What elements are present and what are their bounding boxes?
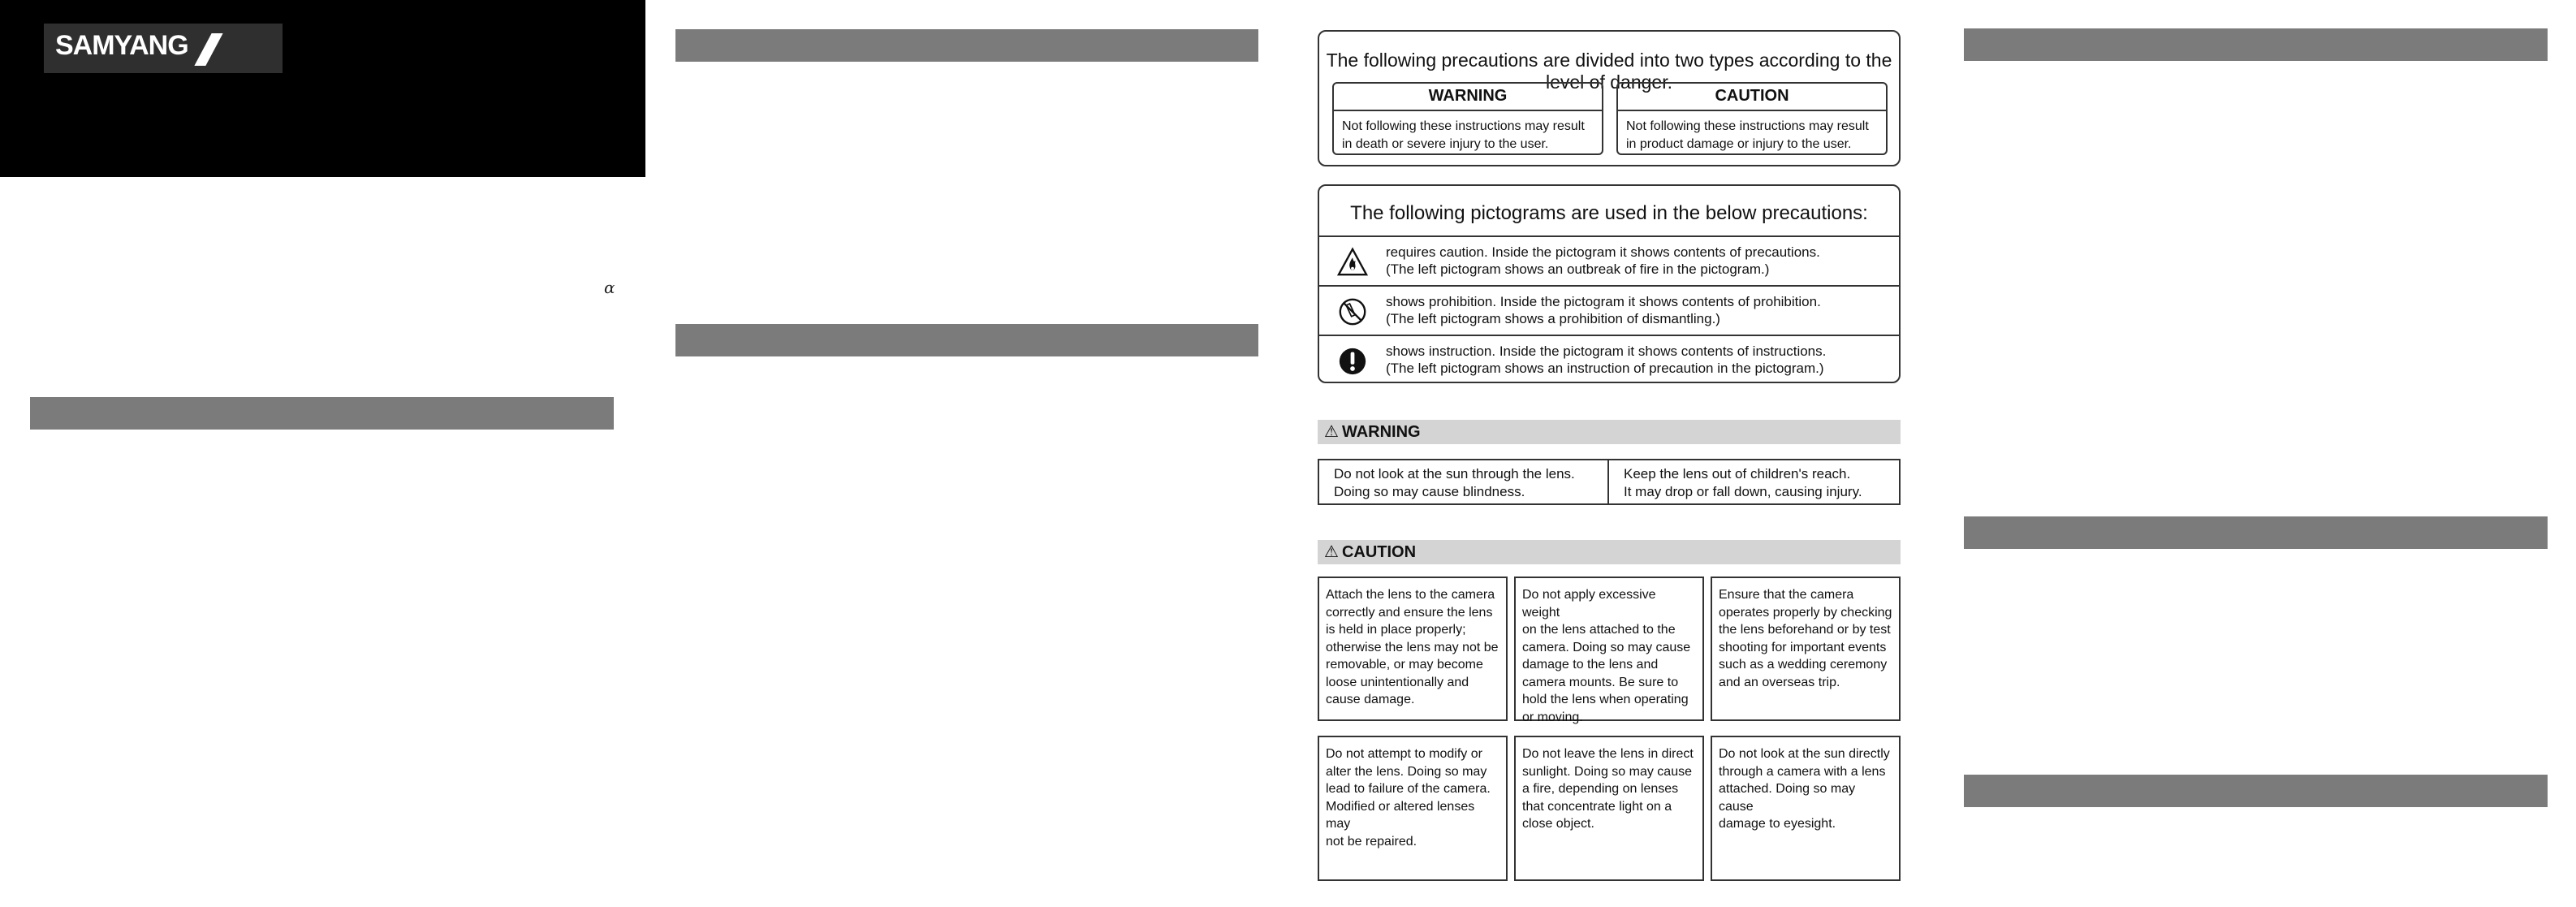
caution-line: Do not leave the lens in direct <box>1522 747 1694 761</box>
caution-line: Do not attempt to modify or <box>1326 747 1482 761</box>
pictograms-title: The following pictograms are used in the below precautions: <box>1350 202 1868 224</box>
warning-table <box>1318 459 1901 505</box>
caution-line: operates properly by checking <box>1719 605 1892 620</box>
caution-triangle-icon: ⚠ <box>1324 543 1339 561</box>
caution-line: Modified or altered lenses may <box>1326 799 1475 831</box>
section-heading-bar <box>675 29 1258 62</box>
section-heading-bar <box>1964 516 2548 549</box>
caution-line: is held in place properly; <box>1326 623 1466 637</box>
section-heading-bar <box>1964 28 2548 61</box>
danger-levels-box <box>1318 30 1901 166</box>
caution-section-heading <box>1318 540 1901 564</box>
caution-item <box>1711 577 1901 721</box>
caution-line: a fire, depending on lenses <box>1522 782 1679 796</box>
warning-item <box>1609 460 1899 503</box>
warning-section-heading <box>1318 420 1901 444</box>
caution-line: camera. Doing so may cause <box>1522 640 1691 654</box>
caution-line: on the lens attached to the <box>1522 623 1676 637</box>
caution-line: hold the lens when operating <box>1522 693 1689 706</box>
warning-heading-label: WARNING <box>1341 423 1421 441</box>
caution-line: that concentrate light on a <box>1522 799 1672 814</box>
caution-level-title: CAUTION <box>1618 84 1886 111</box>
pictogram-row <box>1319 235 1899 285</box>
warning-line: It may drop or fall down, causing injury. <box>1624 484 1862 499</box>
caution-line: alter the lens. Doing so may <box>1326 764 1487 779</box>
warning-level-title: WARNING <box>1334 84 1602 111</box>
section-heading-bar <box>675 324 1258 356</box>
caution-line: loose unintentionally and <box>1326 675 1469 689</box>
caution-line: Attach the lens to the camera <box>1326 588 1495 602</box>
logo-slash-mark <box>194 33 222 66</box>
pictogram-description <box>1386 244 1820 278</box>
logo-wordmark: SAMYANG <box>55 30 188 61</box>
caution-line: camera mounts. Be sure to <box>1522 675 1679 689</box>
caution-line: otherwise the lens may not be <box>1326 640 1499 654</box>
pictogram-row <box>1319 285 1899 335</box>
caution-line: sunlight. Doing so may cause <box>1522 764 1692 779</box>
caution-line: or moving. <box>1522 710 1583 724</box>
pictogram-line: shows instruction. Inside the pictogram it shows contents of instructions. <box>1386 343 1827 359</box>
caution-line: such as a wedding ceremony <box>1719 658 1888 672</box>
caution-line: correctly and ensure the lens <box>1326 605 1493 620</box>
caution-item <box>1318 577 1508 721</box>
caution-line: damage to the lens and <box>1522 658 1659 672</box>
caution-level-box <box>1616 82 1888 155</box>
caution-line: Do not apply excessive weight <box>1522 588 1656 620</box>
caution-line: lead to failure of the camera. <box>1326 782 1491 796</box>
caution-line: not be repaired. <box>1326 834 1417 849</box>
warning-line: Keep the lens out of children's reach. <box>1624 466 1851 482</box>
samyang-logo <box>44 24 283 73</box>
pictograms-box <box>1318 184 1901 383</box>
caution-line: Do not look at the sun directly <box>1719 747 1890 761</box>
caution-item <box>1514 577 1704 724</box>
pictogram-line: requires caution. Inside the pictogram it shows contents of precautions. <box>1386 244 1820 260</box>
instruction-icon <box>1337 346 1368 377</box>
caution-line: attached. Doing so may cause <box>1719 782 1856 814</box>
pictogram-line: (The left pictogram shows a prohibition of dismantling.) <box>1386 311 1720 326</box>
pictogram-line: shows prohibition. Inside the pictogram it shows contents of prohibition. <box>1386 294 1821 309</box>
pictogram-line: (The left pictogram shows an instruction of precaution in the pictogram.) <box>1386 361 1824 376</box>
caution-line: cause damage. <box>1326 693 1415 706</box>
caution-line: shooting for important events <box>1719 640 1887 654</box>
caution-item <box>1318 736 1508 881</box>
pictogram-description <box>1386 293 1821 327</box>
caution-line: and an overseas trip. <box>1719 675 1840 689</box>
warning-line: Do not look at the sun through the lens. <box>1334 466 1575 482</box>
caution-item <box>1711 736 1901 881</box>
caution-level-description: Not following these instructions may result in product damage or injury to the user. <box>1626 119 1869 151</box>
caution-line: close object. <box>1522 817 1594 831</box>
pictogram-row <box>1319 335 1899 383</box>
prohibition-icon <box>1337 296 1368 327</box>
danger-levels-intro: The following precautions are divided into two types according to the level of danger. <box>1326 50 1892 93</box>
warning-line: Doing so may cause blindness. <box>1334 484 1525 499</box>
alpha-symbol: α <box>604 278 615 297</box>
warning-triangle-icon: ⚠ <box>1324 423 1339 441</box>
caution-line: the lens beforehand or by test <box>1719 623 1891 637</box>
warning-level-box <box>1332 82 1603 155</box>
caution-line: damage to eyesight. <box>1719 817 1836 831</box>
pictogram-line: (The left pictogram shows an outbreak of fire in the pictogram.) <box>1386 261 1770 277</box>
pictogram-description <box>1386 343 1826 377</box>
caution-line: through a camera with a lens <box>1719 764 1886 779</box>
warning-item <box>1319 460 1609 503</box>
section-heading-bar <box>1964 775 2548 807</box>
section-heading-bar <box>30 397 614 430</box>
caution-heading-label: CAUTION <box>1341 543 1417 561</box>
caution-line: Ensure that the camera <box>1719 588 1854 602</box>
caution-line: removable, or may become <box>1326 658 1483 672</box>
fire-caution-icon <box>1337 247 1368 278</box>
caution-item <box>1514 736 1704 881</box>
cover-header-band <box>0 0 645 177</box>
warning-level-description: Not following these instructions may result in death or severe injury to the user. <box>1342 119 1585 151</box>
